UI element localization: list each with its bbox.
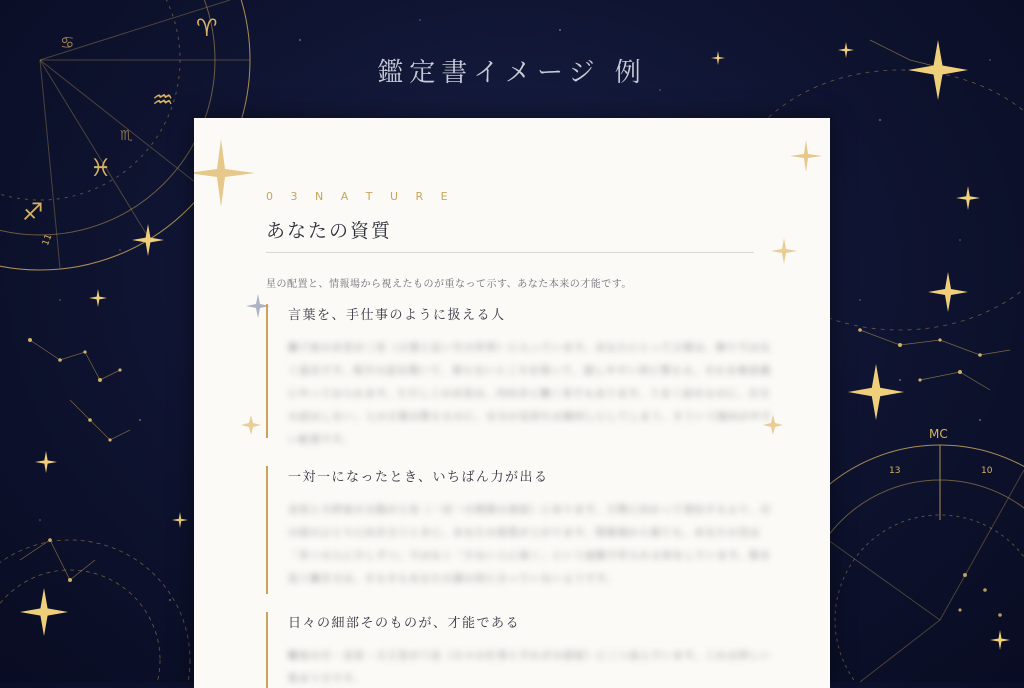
section-label: 0 3 N A T U R E (266, 190, 455, 203)
sparkle-icon (172, 512, 188, 528)
aries-glyph-icon: ♈ (196, 14, 218, 42)
house-11-label: 11 (41, 232, 55, 248)
section-intro: 星の配置と、情報場から視えたものが重なって示す、あなた本来の才能です。 (266, 279, 632, 290)
house-10-label: 10 (981, 466, 993, 476)
sparkle-icon (35, 451, 57, 473)
mc-label: MC (929, 427, 948, 441)
trait-item (266, 304, 778, 446)
svg-text:♏: ♏ (120, 128, 133, 144)
trait-item (266, 466, 778, 594)
svg-text:♋: ♋ (60, 33, 75, 52)
aquarius-icon: ♒ (152, 86, 174, 114)
sparkle-icon (990, 630, 1010, 650)
sparkle-icon (132, 224, 164, 256)
sparkle-icon (848, 364, 904, 420)
sparkle-icon (769, 236, 799, 266)
sparkle-icon (788, 138, 824, 174)
pisces-icon: ♓ (90, 154, 112, 182)
section-title: あなたの資質 (266, 220, 393, 242)
sparkle-icon (89, 289, 107, 307)
sparkle-icon (240, 414, 262, 436)
sparkle-icon (928, 272, 968, 312)
page-heading: 鑑定書イメージ 例 (377, 58, 647, 88)
sparkle-icon (956, 186, 980, 210)
trait-title: 言葉を、手仕事のように扱える人 (288, 308, 506, 323)
trait-title: 一対一になったとき、いちばん力が出る (288, 470, 549, 485)
house-13-label: 13 (889, 466, 901, 476)
sagittarius-icon: ♐ (22, 198, 44, 226)
sparkle-icon (194, 138, 256, 208)
trait-item (266, 612, 778, 688)
trait-body-blurred: 獅子座の水星が三室（言葉と近い生の世界）に入っています。あなたにとって言葉は、飾りではなく道具です。相手の話を聞いて、要らないところを削って、渡しやすい形に整える。それを無意識にやっておられます。ただしこの水星は、内向きに働く星でもあります。うまく話せるのに、自分の話はしない。人の言葉は整えるのに、自分の気持ちは後回しにしてしまう。そういう傾向がやすい配置です。 (288, 343, 772, 446)
trait-title: 日々の細部そのものが、才能である (288, 616, 521, 631)
report-sheet (194, 118, 830, 688)
trait-body-blurred: 金星と天秤座の太陽が七室（一対一の関係の部屋）にあります。大勢に向かって発信するより、目の前のひとりに向き合うときに、あなたの資質が上がります。情報場から視ても、あなたの光は「多くの人に少しずつ」ではなく「少ない人に深く」という波動で作られる形をしています。数を追う働き方は、そもそもあなたの器の形に合っていないようです。 (288, 505, 772, 585)
title-divider (266, 252, 754, 253)
trait-body-blurred: 蠍座の月・金星・天王星が六室（日々の仕事と手わざの部屋）に三つ並んでいます。これは珍しい集まり方です。 (288, 651, 772, 685)
sparkle-icon (20, 588, 68, 636)
